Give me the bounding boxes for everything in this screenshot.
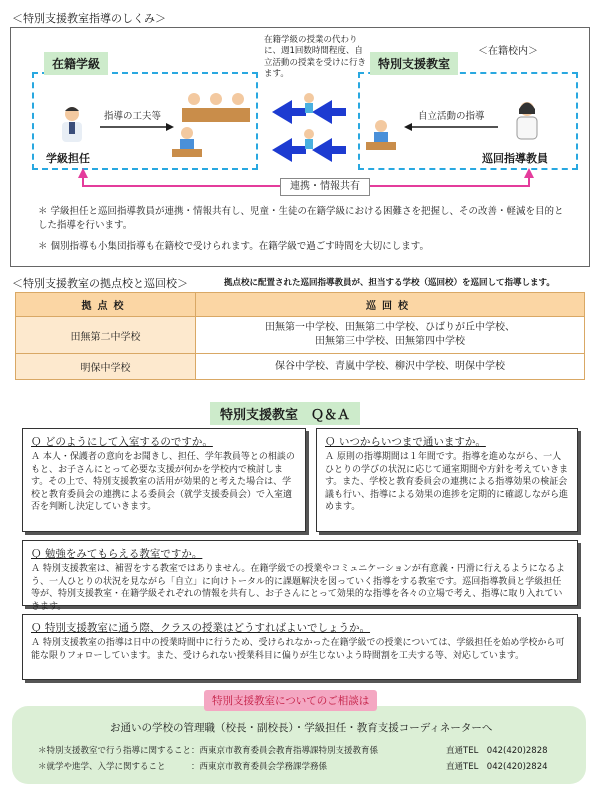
- consult-line2-tel: 直通TEL 042(420)2824: [446, 762, 548, 772]
- base-school: 明保中学校: [16, 354, 196, 380]
- answer: Ａ 原則の指導期間は１年間です。指導を進めながら、一人ひとりの学びの状況に応じて通室期間や方針を考えていきます。また、学校と教育委員会の連携による指導効果の検証会議も行い、指導による効果の進捗を定期的に確認しながら進めます。: [325, 452, 569, 513]
- consult-line1-tel: 直通TEL 042(420)2828: [446, 746, 548, 756]
- base-school: 田無第二中学校: [16, 317, 196, 354]
- student-desk-icon: [172, 125, 202, 159]
- question: Ｑ いつからいつまで通いますか。: [325, 436, 486, 448]
- question: Ｑ 特別支援教室に通う際、クラスの授業はどうすればよいでしょうか。: [31, 622, 371, 634]
- tour-schools: 田無第一中学校、田無第二中学校、ひばりが丘中学校、 田無第三中学校、田無第四中学校: [196, 317, 585, 354]
- zaiseki-konai-label: ＜在籍校内＞: [478, 46, 538, 57]
- header-kyoten: 拠点校: [16, 293, 196, 317]
- tour-teacher-icon: [510, 100, 544, 142]
- tour-schools: 保谷中学校、青嵐中学校、柳沢中学校、明保中学校: [196, 354, 585, 380]
- consult-title: 特別支援教室についてのご相談は: [204, 690, 377, 711]
- consult-line2-label: ＊就学や進学、入学に関すること ：西東京市教育委員会学務課学務係: [38, 762, 328, 772]
- classroom-icon: [180, 90, 252, 124]
- note-1: ＊ 学級担任と巡回指導教員が連携・情報共有し、児童・生徒の在籍学級における困難さを把握し、その改善・軽減を目的とした指導を行います。: [38, 206, 564, 231]
- note-2: ＊ 個別指導も小集団指導も在籍校で受けられます。在籍学級で過ごす時間を大切にします。: [38, 241, 430, 252]
- table-row: [16, 317, 585, 354]
- kyoten-table: [15, 292, 585, 380]
- qa-item-1: [22, 428, 306, 532]
- question: Ｑ 勉強をみてもらえる教室ですか。: [31, 548, 203, 560]
- qa-title: 特別支援教室 Ｑ＆Ａ: [210, 402, 360, 425]
- consult-line1-label: ＊特別支援教室で行う指導に関すること：西東京市教育委員会教育指導課特別支援教育係: [38, 746, 379, 756]
- right-person-label: 巡回指導教員: [482, 152, 548, 165]
- qa-item-3: [22, 540, 578, 612]
- qa-item-2: [316, 428, 578, 532]
- section2-title: ＜特別支援教室の拠点校と巡回校＞: [12, 277, 188, 290]
- answer: Ａ 特別支援教室は、補習をする教室ではありません。在籍学級での授業やコミュニケーションが有意義・円滑に行えるようになるよう、一人ひとりの状況を見ながら「自立」に向けトータル的に課題解決を図っていく指導をする教室です。巡回指導教員と学級担任等が、特別支援教室・在籍学級それぞれの情報を共有し、お子さんにとって効果的な指導を各々の立場で考え、指導に取り入れていきます。: [31, 564, 565, 612]
- section2-subtitle: 拠点校に配置された巡回指導教員が、担当する学校（巡回校）を巡回して指導します。: [224, 278, 555, 288]
- answer: Ａ 特別支援教室の指導は日中の授業時間中に行うため、受けられなかった在籍学級での授業については、学級担任を始め学校から可能な限りフォローしています。また、受けられない授業科目に偏りが生じないよう時間割を工夫する等、対応しています。: [31, 638, 565, 661]
- left-arrow-text: 指導の工夫等: [104, 111, 162, 122]
- teacher-icon: [55, 105, 89, 145]
- consult-main: お通いの学校の管理職（校長・副校長）・学級担任・教育支援コーディネーターへ: [110, 722, 493, 734]
- link-label: 連携・情報共有: [280, 178, 370, 196]
- answer: Ａ 本人・保護者の意向をお聞きし、担任、学年教員等との相談のもと、お子さんにとって必要な支援が何かを学校内で検討します。その上で、特別支援教室の活用が効果的と考えた場合は、学校と教育委員会の連携による委員会（就学支援委員会）で入室適否を判断し決定していきます。: [31, 452, 295, 513]
- section1-title: ＜特別支援教室指導のしくみ＞: [12, 12, 166, 25]
- student-desk-icon-right: [364, 118, 398, 152]
- moving-arrows-icon: [262, 92, 356, 168]
- table-row: [16, 354, 585, 380]
- qa-item-4: [22, 614, 578, 680]
- shien-label: 特別支援教室: [370, 52, 458, 75]
- question: Ｑ どのようにして入室するのですか。: [31, 436, 213, 448]
- right-arrow-text: 自立活動の指導: [418, 111, 485, 122]
- left-person-label: 学級担任: [46, 152, 90, 165]
- left-arrow-icon: [100, 122, 174, 132]
- right-arrow-icon: [404, 122, 498, 132]
- header-junkai: 巡回校: [196, 293, 585, 317]
- top-note: 在籍学級の授業の代わりに、週1回数時間程度、自立活動の授業を受けに行きます。: [264, 35, 367, 80]
- zaiseki-label: 在籍学級: [44, 52, 108, 75]
